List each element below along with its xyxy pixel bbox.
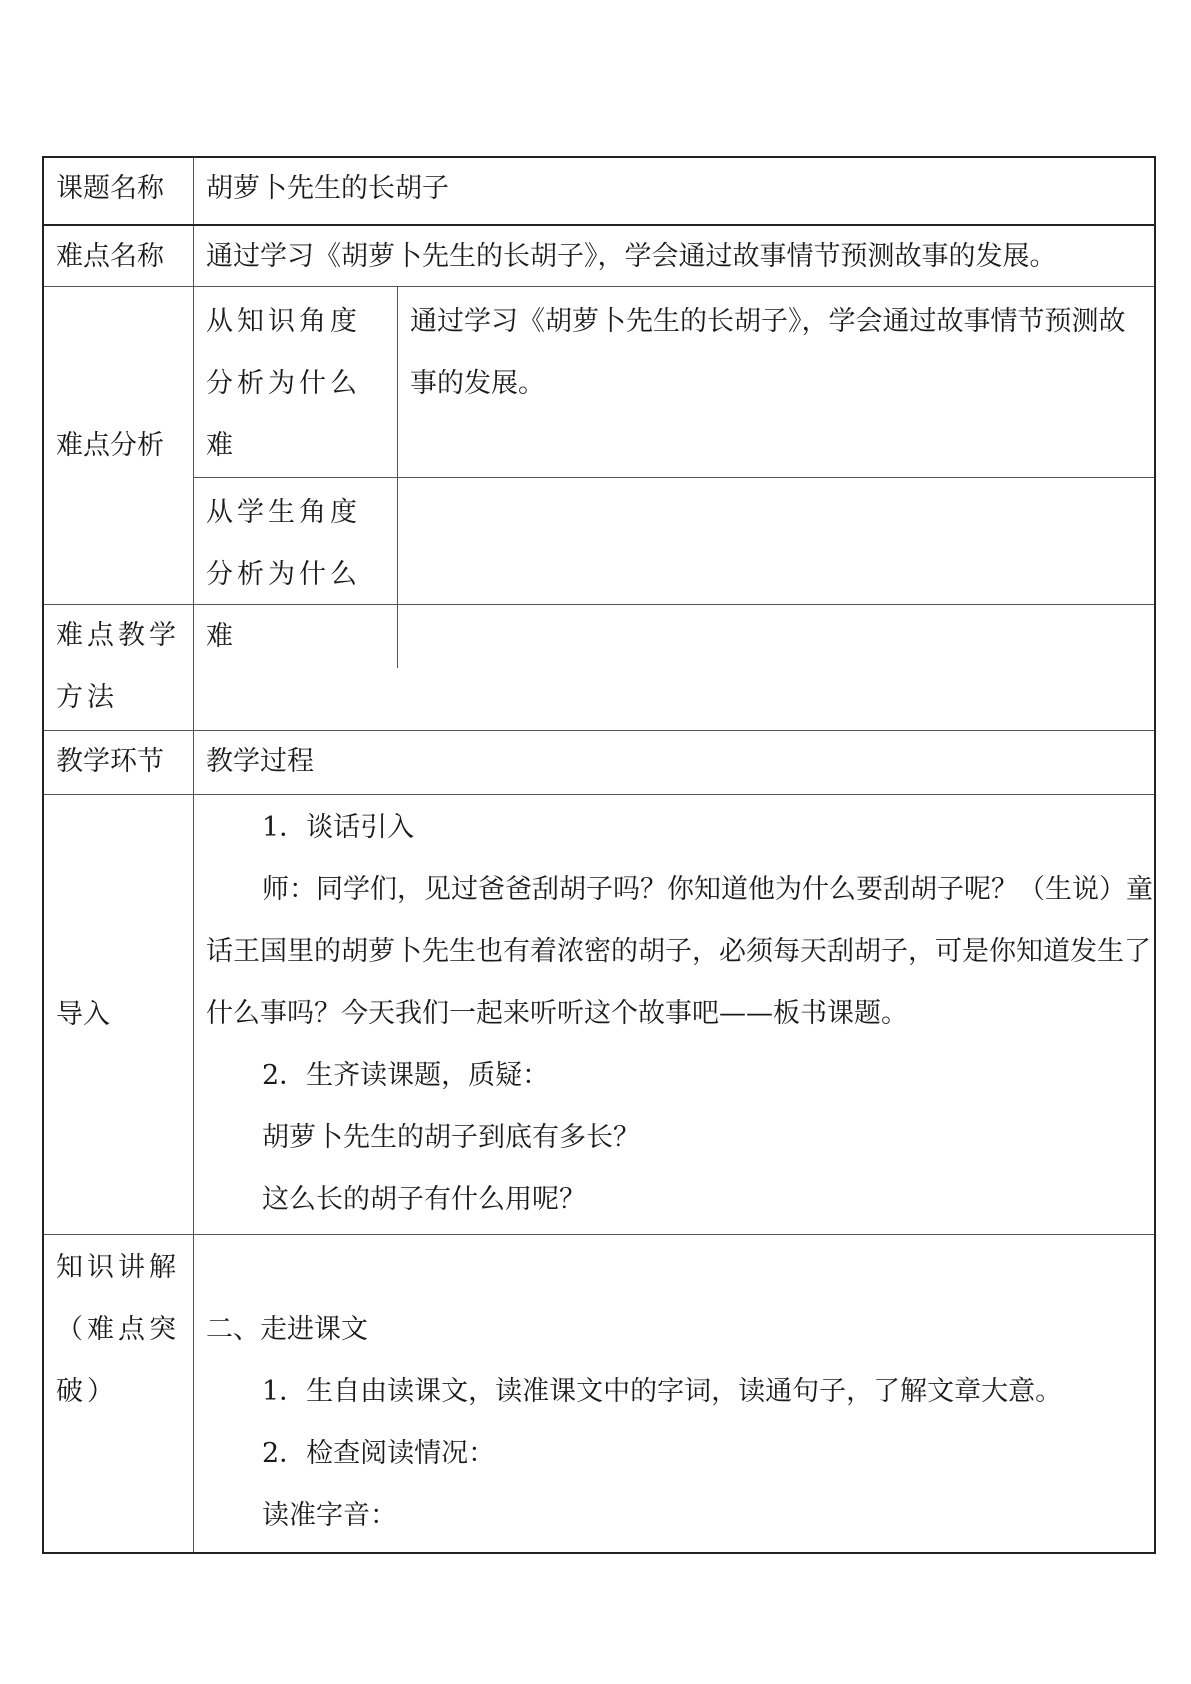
difficulty-value: 通过学习《胡萝卜先生的长胡子》，学会通过故事情节预测故事的发展。 [206, 241, 1057, 272]
lesson-plan-table [42, 156, 1156, 1554]
row-analysis [44, 286, 1154, 652]
row-difficulty [44, 224, 1154, 286]
knowledge-line: 2．检查阅读情况： [262, 1438, 496, 1469]
difficulty-label: 难点名称 [44, 226, 194, 286]
knowledge-content [194, 1235, 1154, 1552]
analysis-knowledge-row [194, 287, 1154, 477]
knowledge-line: 读准字音： [262, 1500, 397, 1531]
intro-line: 2．生齐读课题，质疑： [262, 1060, 550, 1091]
knowledge-label: 知识讲解（难点突破） [44, 1235, 194, 1552]
method-value [194, 605, 1154, 730]
analysis-subgrid [194, 287, 1154, 652]
intro-label: 导入 [44, 795, 194, 1234]
intro-line: 这么长的胡子有什么用呢？ [262, 1184, 586, 1215]
intro-line: 师：同学们，见过爸爸刮胡子吗？你知道他为什么要刮胡子呢？（生说）童话王国里的胡萝卜先生也有着浓密的胡子，必须每天刮胡子，可是你知道发生了什么事吗？今天我们一起来听听这个故事吧——板书课题。 [206, 874, 1153, 1029]
row-method [44, 604, 1154, 730]
analysis-knowledge-label: 从知识角度分析为什么难 [194, 287, 398, 477]
step-value: 教学过程 [206, 746, 314, 777]
intro-line: 胡萝卜先生的胡子到底有多长？ [262, 1122, 640, 1153]
method-label: 难点教学方法 [44, 605, 194, 730]
intro-content [194, 795, 1154, 1234]
step-label: 教学环节 [44, 731, 194, 794]
knowledge-line: 二、走进课文 [206, 1314, 368, 1345]
analysis-label: 难点分析 [44, 287, 194, 604]
row-topic [44, 158, 1154, 224]
row-step [44, 730, 1154, 794]
analysis-student-label: 从学生角度分析为什么难 [194, 478, 398, 668]
row-knowledge [44, 1234, 1154, 1552]
row-intro [44, 794, 1154, 1234]
intro-line: 1．谈话引入 [262, 812, 415, 843]
topic-label: 课题名称 [44, 158, 194, 224]
knowledge-line: 1．生自由读课文，读准课文中的字词，读通句子，了解文章大意。 [262, 1376, 1063, 1407]
analysis-knowledge-value: 通过学习《胡萝卜先生的长胡子》，学会通过故事情节预测故事的发展。 [410, 306, 1126, 399]
topic-value: 胡萝卜先生的长胡子 [206, 173, 449, 204]
